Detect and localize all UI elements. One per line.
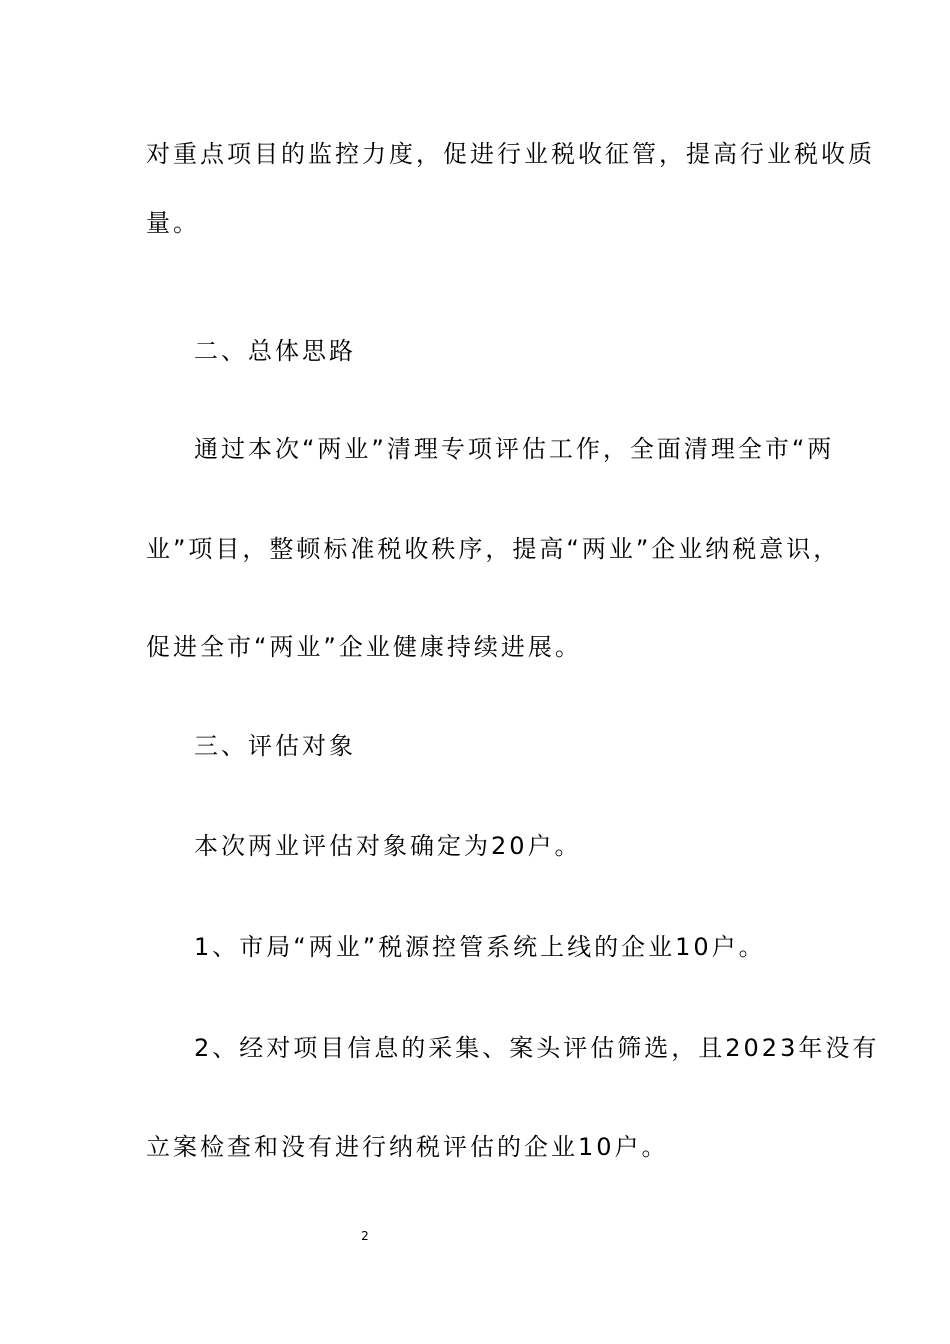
- evaluation-target-item-2-line-1: 2、经对项目信息的采集、案头评估筛选，且2023年没有: [194, 1034, 880, 1062]
- overall-approach-paragraph-line-1: 通过本次“两业”清理专项评估工作，全面清理全市“两: [194, 435, 835, 463]
- page-number: 2: [361, 1229, 369, 1243]
- overall-approach-paragraph-line-2: 业”项目，整顿标准税收秩序，提高“两业”企业纳税意识，: [146, 535, 841, 563]
- evaluation-target-item-1: 1、市局“两业”税源控管系统上线的企业10户。: [194, 933, 766, 961]
- paragraph-continuation-end: 量。: [146, 209, 200, 237]
- section-heading-overall-approach: 二、总体思路: [194, 337, 356, 365]
- section-heading-evaluation-targets: 三、评估对象: [194, 732, 356, 760]
- evaluation-target-item-2-line-2: 立案检查和没有进行纳税评估的企业10户。: [146, 1133, 669, 1161]
- overall-approach-paragraph-line-3: 促进全市“两业”企业健康持续进展。: [146, 633, 582, 661]
- paragraph-continuation-line: 对重点项目的监控力度，促进行业税收征管，提高行业税收质: [146, 140, 875, 168]
- evaluation-targets-summary: 本次两业评估对象确定为20户。: [194, 832, 582, 860]
